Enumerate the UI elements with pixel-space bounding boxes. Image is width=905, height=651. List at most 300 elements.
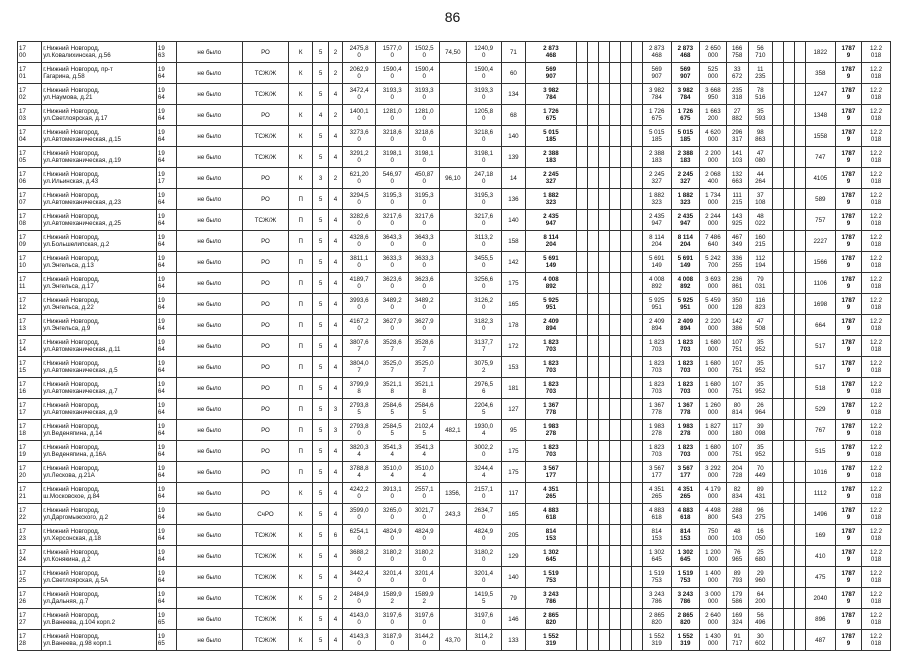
empty-cell [772,147,783,168]
empty-cell [631,126,642,147]
empty-cell [576,378,587,399]
empty-cell [576,567,587,588]
a4-cell [440,399,466,420]
floors-cell: 5 [313,126,328,147]
c1-cell: 1 552 319 [526,630,577,651]
a1-cell: 4189,7 0 [343,273,376,294]
d2-cell: 3 982 784 [671,84,700,105]
d1-cell: 5 925 951 [642,294,671,315]
empty-cell [576,441,587,462]
empty-cell [587,105,598,126]
year-cell: 19 64 [156,588,176,609]
repair-cell: не было [176,147,242,168]
y1-cell: 1787 9 [835,567,861,588]
empty-cell [587,462,598,483]
empty-cell [587,189,598,210]
d3-cell: 1 200 000 [700,546,726,567]
empty-cell [620,399,631,420]
d3-cell: 1 430 000 [700,630,726,651]
z-cell: 1698 [805,294,835,315]
a5-cell: 247,18 0 [466,168,501,189]
table-row [18,567,891,588]
empty-cell [609,630,620,651]
address-cell: г.Нижний Новгород, ул.Ванеева, д.104 корп.2 [42,609,157,630]
address-cell: г.Нижний Новгород, ул.Светлоярская, д.17 [42,105,157,126]
repair-cell: не было [176,609,242,630]
d2-cell: 569 907 [671,63,700,84]
d3-cell: 3 668 950 [700,84,726,105]
a4-cell [440,336,466,357]
d4-cell: 179 586 [726,588,748,609]
type-cell: К [289,567,313,588]
a2-cell: 3193,3 0 [376,84,409,105]
c1-cell: 5 691 149 [526,252,577,273]
empty-cell [772,546,783,567]
empty-cell [794,189,805,210]
d5-cell: 35 593 [748,105,772,126]
empty-cell [609,126,620,147]
a4-cell [440,294,466,315]
d3-cell: 2 650 000 [700,42,726,63]
empty-cell [609,546,620,567]
a5-cell: 3002,2 0 [466,441,501,462]
c1-cell: 1 367 778 [526,399,577,420]
z-cell: 1822 [805,42,835,63]
type-cell: П [289,189,313,210]
empty-cell [576,231,587,252]
a1-cell: 3688,2 0 [343,546,376,567]
empty-cell [794,336,805,357]
address-cell: г.Нижний Новгород, ул.Энгельса, д.17 [42,273,157,294]
y2-cell: 12.2 018 [862,168,891,189]
empty-cell [576,399,587,420]
y2-cell: 12.2 018 [862,399,891,420]
a2-cell: 3489,2 0 [376,294,409,315]
empty-cell [783,357,794,378]
empty-cell [587,42,598,63]
empty-cell [631,441,642,462]
empty-cell [609,483,620,504]
a1-cell: 2062,9 0 [343,63,376,84]
empty-cell [609,441,620,462]
mat-cell: РО [242,420,288,441]
empty-cell [783,42,794,63]
repair-cell: не было [176,483,242,504]
empty-cell [631,504,642,525]
year-cell: 19 64 [156,336,176,357]
d5-cell: 25 680 [748,546,772,567]
row-number-cell: 17 22 [18,504,42,525]
res-cell: 175 [501,462,525,483]
a3-cell: 3197,6 0 [409,609,440,630]
empty-cell [783,420,794,441]
empty-cell [576,84,587,105]
empty-cell [609,294,620,315]
y2-cell: 12.2 018 [862,336,891,357]
d1-cell: 1 983 278 [642,420,671,441]
d1-cell: 1 726 675 [642,105,671,126]
empty-cell [772,273,783,294]
d2-cell: 1 823 703 [671,357,700,378]
table-row [18,126,891,147]
type-cell: К [289,504,313,525]
empty-cell [598,420,609,441]
empty-cell [794,84,805,105]
empty-cell [794,378,805,399]
empty-cell [794,294,805,315]
repair-cell: не было [176,525,242,546]
empty-cell [598,189,609,210]
y2-cell: 12.2 018 [862,357,891,378]
ent-cell: 2 [328,63,342,84]
floors-cell: 5 [313,357,328,378]
floors-cell: 5 [313,630,328,651]
ent-cell: 4 [328,546,342,567]
address-cell: г.Нижний Новгород, ул.Автомеханическая, д.9 [42,399,157,420]
a4-cell: 243,3 [440,504,466,525]
ent-cell: 4 [328,504,342,525]
mat-cell: РО [242,42,288,63]
a5-cell: 3218,6 0 [466,126,501,147]
empty-cell [576,294,587,315]
c1-cell: 569 907 [526,63,577,84]
type-cell: К [289,609,313,630]
type-cell: П [289,315,313,336]
table-row [18,588,891,609]
empty-cell [576,210,587,231]
d5-cell: 78 516 [748,84,772,105]
repair-cell: не было [176,504,242,525]
empty-cell [794,546,805,567]
res-cell: 153 [501,357,525,378]
a2-cell: 3180,2 0 [376,546,409,567]
d4-cell: 111 215 [726,189,748,210]
d1-cell: 2 865 820 [642,609,671,630]
type-cell: П [289,294,313,315]
empty-cell [631,315,642,336]
empty-cell [772,462,783,483]
y1-cell: 1787 9 [835,147,861,168]
empty-cell [794,63,805,84]
row-number-cell: 17 21 [18,483,42,504]
empty-cell [620,42,631,63]
empty-cell [794,483,805,504]
floors-cell: 5 [313,252,328,273]
a3-cell: 3643,3 0 [409,231,440,252]
a4-cell [440,378,466,399]
row-number-cell: 17 25 [18,567,42,588]
y2-cell: 12.2 018 [862,567,891,588]
floors-cell: 5 [313,210,328,231]
empty-cell [783,525,794,546]
d1-cell: 4 008 892 [642,273,671,294]
empty-cell [609,231,620,252]
table-row [18,630,891,651]
repair-cell: не было [176,126,242,147]
a5-cell: 2157,1 0 [466,483,501,504]
table-row [18,42,891,63]
d2-cell: 2 388 183 [671,147,700,168]
mat-cell: РО [242,168,288,189]
ent-cell: 2 [328,42,342,63]
a5-cell: 2204,6 5 [466,399,501,420]
y2-cell: 12.2 018 [862,126,891,147]
type-cell: К [289,147,313,168]
d3-cell: 750 000 [700,525,726,546]
res-cell: 165 [501,504,525,525]
empty-cell [794,609,805,630]
y1-cell: 1787 9 [835,126,861,147]
d2-cell: 5 691 149 [671,252,700,273]
empty-cell [587,441,598,462]
d3-cell: 2 068 400 [700,168,726,189]
a2-cell: 3198,1 0 [376,147,409,168]
res-cell: 139 [501,147,525,168]
table-row [18,609,891,630]
d5-cell: 48 022 [748,210,772,231]
y2-cell: 12.2 018 [862,504,891,525]
table-row [18,294,891,315]
d1-cell: 1 823 703 [642,378,671,399]
floors-cell: 5 [313,84,328,105]
a2-cell: 1281,0 0 [376,105,409,126]
empty-cell [587,231,598,252]
a4-cell [440,315,466,336]
a2-cell: 1577,0 0 [376,42,409,63]
repair-cell: не было [176,168,242,189]
mat-cell: ТСЖ/Ж [242,210,288,231]
d2-cell: 2 409 894 [671,315,700,336]
c1-cell: 1 823 703 [526,357,577,378]
type-cell: П [289,441,313,462]
empty-cell [631,609,642,630]
empty-cell [631,273,642,294]
empty-cell [620,630,631,651]
a3-cell: 3193,3 0 [409,84,440,105]
d5-cell: 26 964 [748,399,772,420]
floors-cell: 5 [313,609,328,630]
empty-cell [772,210,783,231]
ent-cell: 4 [328,315,342,336]
floors-cell: 5 [313,147,328,168]
ent-cell: 4 [328,483,342,504]
d4-cell: 467 349 [726,231,748,252]
a5-cell: 2976,5 6 [466,378,501,399]
z-cell: 529 [805,399,835,420]
empty-cell [631,189,642,210]
floors-cell: 5 [313,441,328,462]
a4-cell [440,273,466,294]
d5-cell: 11 235 [748,63,772,84]
a3-cell: 3627,9 0 [409,315,440,336]
type-cell: П [289,210,313,231]
a1-cell: 1400,1 0 [343,105,376,126]
address-cell: г.Нижний Новгород, ул.Ильинская, д.43 [42,168,157,189]
repair-cell: не было [176,420,242,441]
type-cell: К [289,105,313,126]
address-cell: г.Нижний Новгород, ул.Автомеханическая, д.11 [42,336,157,357]
year-cell: 19 17 [156,168,176,189]
d4-cell: 132 663 [726,168,748,189]
empty-cell [598,378,609,399]
address-cell: г.Нижний Новгород, ул.Автомеханическая, д.23 [42,189,157,210]
type-cell: К [289,546,313,567]
y1-cell: 1787 9 [835,105,861,126]
row-number-cell: 17 00 [18,42,42,63]
a3-cell: 3180,2 0 [409,546,440,567]
repair-cell: не было [176,399,242,420]
a4-cell [440,462,466,483]
empty-cell [631,168,642,189]
a2-cell: 3643,3 0 [376,231,409,252]
y1-cell: 1787 9 [835,336,861,357]
a4-cell: 96,10 [440,168,466,189]
res-cell: 140 [501,126,525,147]
empty-cell [620,252,631,273]
a5-cell: 1419,5 5 [466,588,501,609]
z-cell: 1247 [805,84,835,105]
empty-cell [576,504,587,525]
empty-cell [576,147,587,168]
floors-cell: 3 [313,168,328,189]
empty-cell [772,294,783,315]
empty-cell [631,357,642,378]
d4-cell: 27 882 [726,105,748,126]
empty-cell [631,105,642,126]
empty-cell [609,252,620,273]
empty-cell [587,252,598,273]
d4-cell: 166 758 [726,42,748,63]
d5-cell: 44 264 [748,168,772,189]
ent-cell: 4 [328,252,342,273]
d2-cell: 3 243 786 [671,588,700,609]
a4-cell [440,147,466,168]
empty-cell [598,294,609,315]
y1-cell: 1787 9 [835,84,861,105]
d1-cell: 1 552 319 [642,630,671,651]
a5-cell: 3198,1 0 [466,147,501,168]
d4-cell: 350 128 [726,294,748,315]
a3-cell: 1281,0 0 [409,105,440,126]
d5-cell: 56 710 [748,42,772,63]
address-cell: г.Нижний Новгород, ул.Автомеханическая, д.5 [42,357,157,378]
empty-cell [631,63,642,84]
floors-cell: 5 [313,567,328,588]
row-number-cell: 17 02 [18,84,42,105]
y1-cell: 1787 9 [835,588,861,609]
a1-cell: 2793,8 5 [343,399,376,420]
empty-cell [620,126,631,147]
mat-cell: ТСЖ/Ж [242,588,288,609]
d5-cell: 29 960 [748,567,772,588]
empty-cell [609,273,620,294]
repair-cell: не было [176,231,242,252]
res-cell: 117 [501,483,525,504]
empty-cell [620,147,631,168]
d5-cell: 116 823 [748,294,772,315]
empty-cell [631,294,642,315]
empty-cell [772,609,783,630]
res-cell: 68 [501,105,525,126]
y2-cell: 12.2 018 [862,420,891,441]
mat-cell: ТСЖ/Ж [242,567,288,588]
a1-cell: 3294,5 0 [343,189,376,210]
d3-cell: 2 200 000 [700,147,726,168]
empty-cell [794,441,805,462]
y2-cell: 12.2 018 [862,441,891,462]
a5-cell: 3244,4 4 [466,462,501,483]
table-row [18,147,891,168]
empty-cell [772,126,783,147]
d4-cell: 142 386 [726,315,748,336]
empty-cell [587,630,598,651]
empty-cell [587,336,598,357]
empty-cell [783,567,794,588]
year-cell: 19 64 [156,294,176,315]
empty-cell [587,126,598,147]
empty-cell [631,147,642,168]
empty-cell [609,105,620,126]
table-row [18,252,891,273]
empty-cell [587,315,598,336]
d4-cell: 82 834 [726,483,748,504]
row-number-cell: 17 27 [18,609,42,630]
y2-cell: 12.2 018 [862,609,891,630]
c1-cell: 4 883 618 [526,504,577,525]
a3-cell: 450,87 0 [409,168,440,189]
empty-cell [587,609,598,630]
repair-cell: не было [176,567,242,588]
a4-cell [440,105,466,126]
empty-cell [794,315,805,336]
ent-cell: 3 [328,399,342,420]
year-cell: 19 64 [156,378,176,399]
row-number-cell: 17 08 [18,210,42,231]
empty-cell [783,378,794,399]
d5-cell: 64 200 [748,588,772,609]
d1-cell: 1 823 703 [642,357,671,378]
mat-cell: РО [242,189,288,210]
empty-cell [609,84,620,105]
empty-cell [631,42,642,63]
y1-cell: 1787 9 [835,294,861,315]
a5-cell: 1590,4 0 [466,63,501,84]
empty-cell [620,525,631,546]
res-cell: 158 [501,231,525,252]
empty-cell [772,42,783,63]
y1-cell: 1787 9 [835,546,861,567]
year-cell: 19 64 [156,525,176,546]
empty-cell [587,567,598,588]
a1-cell: 3807,6 7 [343,336,376,357]
d3-cell: 2 244 000 [700,210,726,231]
type-cell: К [289,525,313,546]
empty-cell [609,420,620,441]
empty-cell [631,84,642,105]
empty-cell [783,588,794,609]
year-cell: 19 64 [156,147,176,168]
d5-cell: 160 215 [748,231,772,252]
d2-cell: 3 567 177 [671,462,700,483]
address-cell: г.Нижний Новгород, ул.Энгельса, д.22 [42,294,157,315]
empty-cell [620,84,631,105]
a4-cell [440,126,466,147]
d5-cell: 35 952 [748,357,772,378]
a4-cell [440,357,466,378]
repair-cell: не было [176,273,242,294]
empty-cell [598,315,609,336]
d1-cell: 2 388 183 [642,147,671,168]
